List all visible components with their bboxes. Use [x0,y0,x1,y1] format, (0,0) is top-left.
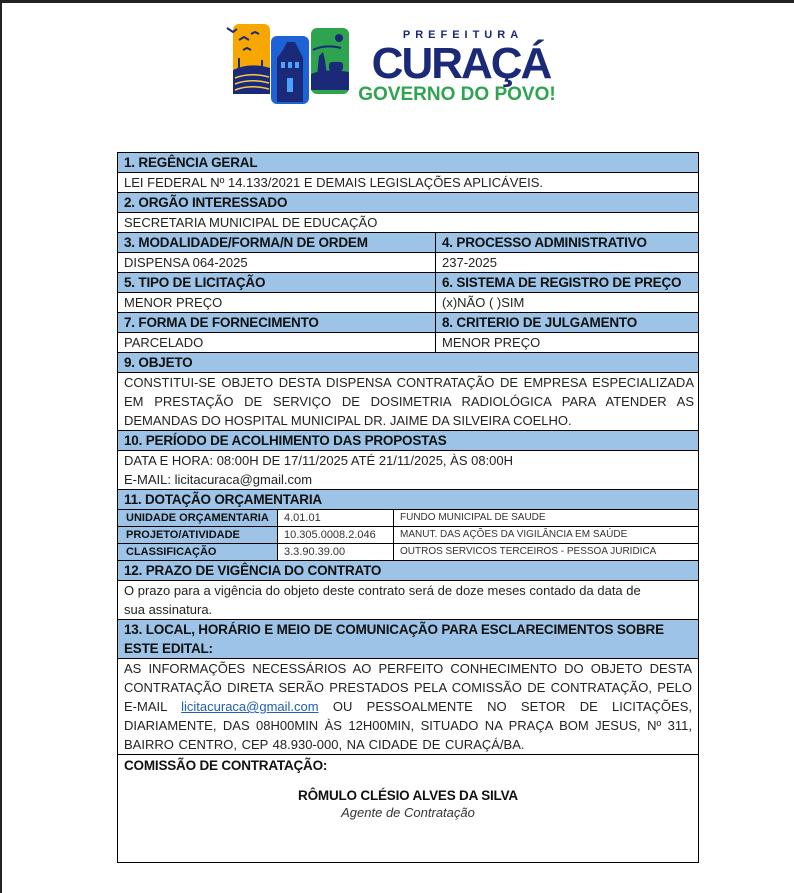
section-title: 3. MODALIDADE/FORMA/N DE ORDEM [118,233,436,252]
section-value: O prazo para a vigência do objeto deste contrato será de doze meses contado da data de sua assinatura. [124,583,641,617]
section-5-6-header [118,273,698,293]
section-2-body [118,213,698,233]
logo-prefeitura-text: PREFEITURA [402,29,524,41]
section-3-4-body [118,253,698,273]
section-10-header [118,431,698,451]
section-value: PARCELADO [118,333,436,352]
budget-label: UNIDADE ORÇAMENTARIA [118,510,278,526]
section-value: DISPENSA 064-2025 [118,253,436,272]
signature-role: Agente de Contratação [341,805,475,820]
section-title: 10. PERÍODO DE ACOLHIMENTO DAS PROPOSTAS [118,431,698,450]
section-5-6-body [118,293,698,313]
section-title: 7. FORMA DE FORNECIMENTO [118,313,436,332]
budget-code: 10.305.0008.2.046 [278,527,394,543]
signature-block [118,755,698,862]
logo-curaca-text: CURAÇÁ [371,39,551,88]
section-title: 11. DOTAÇÃO ORÇAMENTARIA [118,490,698,509]
section-1-body [118,173,698,193]
section-value: 237-2025 [442,255,497,270]
document-page [2,3,794,893]
edital-summary-table [117,152,699,863]
section-title: 9. OBJETO [118,353,698,372]
section-title: 5. TIPO DE LICITAÇÃO [118,273,436,292]
budget-desc: OUTROS SERVICOS TERCEIROS - PESSOA JURIDICA [400,546,657,557]
section-12-body [118,581,698,620]
section-2-header [118,193,698,213]
signature-title: COMISSÃO DE CONTRATAÇÃO: [124,758,328,773]
budget-desc: FUNDO MUNICIPAL DE SAUDE [400,512,546,523]
section-title: 6. SISTEMA DE REGISTRO DE PREÇO [436,273,698,292]
budget-row [118,509,698,526]
budget-row [118,526,698,543]
budget-code: 3.3.90.39.00 [278,544,394,560]
section-value: LEI FEDERAL Nº 14.133/2021 E DEMAIS LEGISLAÇÕES APLICÁVEIS. [124,175,544,190]
section-title: 1. REGÊNCIA GERAL [118,153,698,172]
period-datetime: DATA E HORA: 08:00H DE 17/11/2025 ATÉ 21/11/2025, ÀS 08:00H [124,453,514,468]
section-1-header [118,153,698,173]
period-email: E-MAIL: licitacuraca@gmail.com [124,472,313,487]
section-title: 2. ORGÃO INTERESSADO [118,193,698,212]
budget-code: 4.01.01 [278,510,394,526]
section-value: MENOR PREÇO [118,293,436,312]
section-12-header [118,561,698,581]
section-7-8-header [118,313,698,333]
section-title: 12. PRAZO DE VIGÊNCIA DO CONTRATO [118,561,698,580]
contact-text-after: OU PESSOALMENTE NO SETOR DE LICITAÇÕES, DIARIAMENTE, DAS 08H00MIN ÀS 12H00MIN, SITUADO NA PRAÇA BOM JESUS, Nº 311, BAIRRO CENTRO, CEP 48.930-000, NA CIDADE DE CURAÇÁ/BA. [124,699,692,752]
section-9-body [118,373,698,431]
section-value: CONSTITUI-SE OBJETO DESTA DISPENSA CONTRATAÇÃO DE EMPRESA ESPECIALIZADA EM PRESTAÇÃO DE SERVIÇO DE DOSIMETRIA RADIOLÓGICA PARA ATENDER AS DEMANDAS DO HOSPITAL MUNICIPAL DR. JAIME DA SILVEIRA COELHO. [124,375,694,428]
section-title: 8. CRITERIO DE JULGAMENTO [436,313,698,332]
section-11 [118,490,698,561]
section-value [118,659,698,754]
budget-label: PROJETO/ATIVIDADE [118,527,278,543]
logo-slogan-text: GOVERNO DO POVO! [358,84,556,105]
contact-text-before: AS INFORMAÇÕES NECESSÁRIOS AO PERFEITO CONHECIMENTO DO OBJETO DESTA CONTRATAÇÃO DIRETA SERÃO PRESTADOS PELA COMISSÃO DE CONTRATAÇÃO, PELO E-MAIL [124,661,692,714]
section-7-8-body [118,333,698,353]
section-value: MENOR PREÇO [442,335,541,350]
section-title: 4. PROCESSO ADMINISTRATIVO [436,233,698,252]
section-value: (x)NÃO ( )SIM [442,295,525,310]
signature-name: RÔMULO CLÉSIO ALVES DA SILVA [298,788,518,803]
budget-desc: MANUT. DAS AÇÕES DA VIGILÂNCIA EM SAÚDE [400,529,628,540]
section-9-header [118,353,698,373]
section-10-body [118,451,698,490]
budget-row [118,543,698,560]
contact-email-link[interactable]: licitacuraca@gmail.com [181,699,319,714]
section-13-body [118,659,698,755]
section-title: 13. LOCAL, HORÁRIO E MEIO DE COMUNICAÇÃO PARA ESCLARECIMENTOS SOBRE ESTE EDITAL: [118,620,698,658]
section-value: SECRETARIA MUNICIPAL DE EDUCAÇÃO [124,215,378,230]
section-3-4-header [118,233,698,253]
logo-emblem-icon [227,24,349,104]
prefeitura-curaca-logo [225,20,565,106]
section-13-header [118,620,698,659]
budget-label: CLASSIFICAÇÃO [118,544,278,560]
